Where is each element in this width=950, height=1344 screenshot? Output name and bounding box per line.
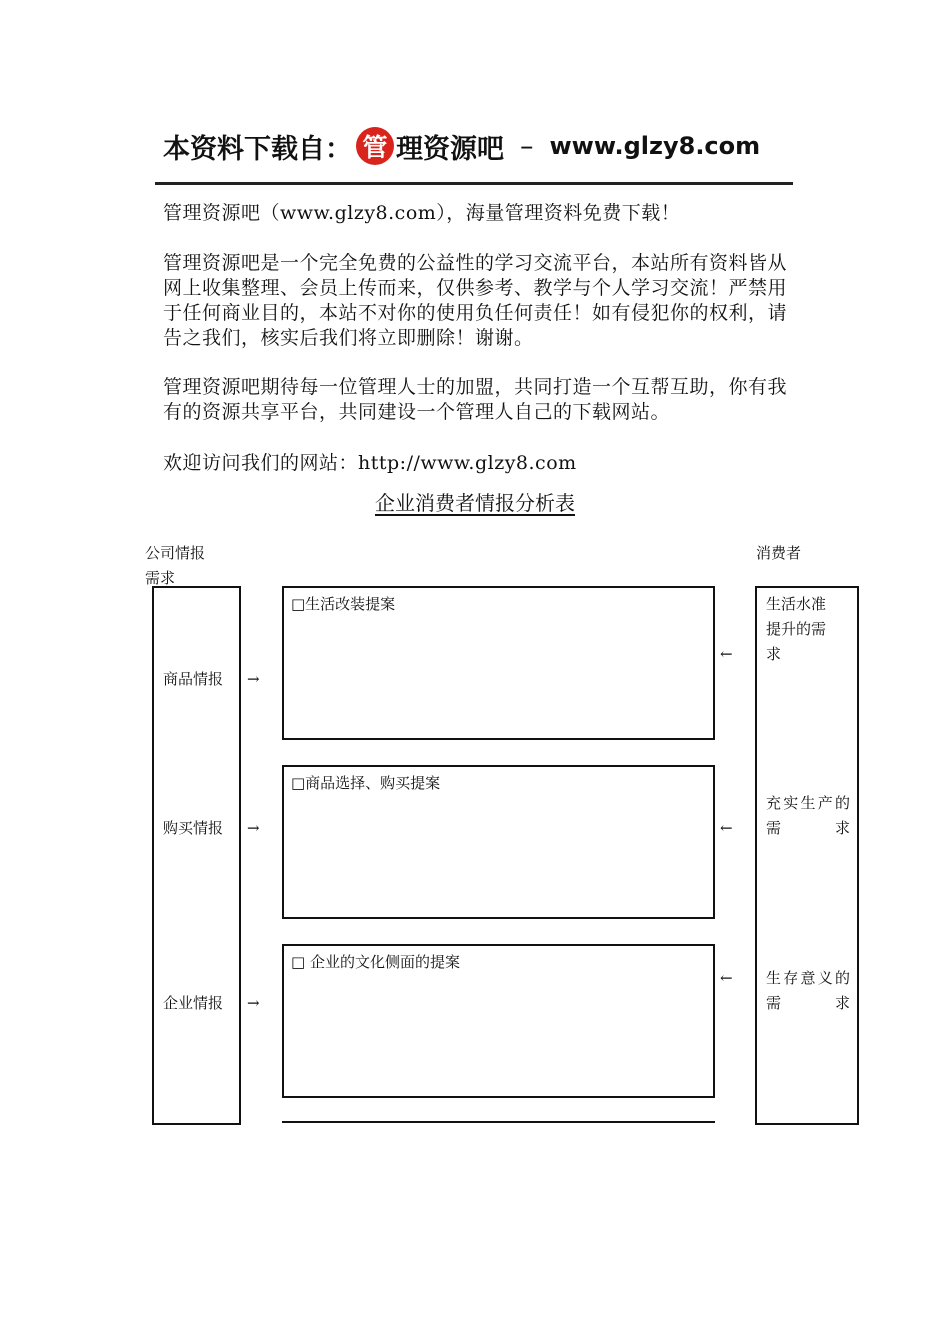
intro-invitation: 管理资源吧期待每一位管理人士的加盟，共同打造一个互帮互助，你有我有的资源共享平台，共同建设一个管理人自己的下载网站。 — [163, 376, 788, 423]
banner-prefix: 本资料下载自： — [163, 133, 352, 165]
proposal-box-lifestyle — [282, 586, 715, 740]
bottom-rule — [282, 1121, 715, 1123]
need-production: 充实生产的需求 — [766, 794, 850, 837]
left-item-enterprise-info: 企业情报 — [163, 994, 224, 1012]
left-arrow-3: ← — [720, 969, 733, 987]
right-arrow-3: → — [247, 994, 260, 1012]
intro-website: 欢迎访问我们的网站：http://www.glzy8.com — [163, 452, 577, 474]
diagram-title: 企业消费者情报分析表 — [375, 491, 575, 515]
proposal-box-purchase — [282, 765, 715, 919]
right-column-header: 消费者 — [756, 544, 802, 562]
right-arrow-2: → — [247, 819, 260, 837]
download-banner — [163, 124, 760, 168]
banner-brand: 理资源吧 — [396, 133, 504, 165]
proposal-label-culture: □ 企业的文化侧面的提案 — [291, 953, 460, 971]
banner-dash: – — [520, 130, 534, 162]
brand-logo-badge: 管 — [356, 127, 394, 165]
proposal-box-culture — [282, 944, 715, 1098]
header-divider — [155, 182, 793, 185]
proposal-label-lifestyle: □生活改装提案 — [291, 595, 396, 613]
left-arrow-1: ← — [720, 645, 733, 663]
left-item-product-info: 商品情报 — [163, 670, 224, 688]
left-arrow-2: ← — [720, 819, 733, 837]
banner-url[interactable]: www.glzy8.com — [549, 132, 761, 160]
need-living-standard: 生活水准提升的需求 — [766, 595, 827, 663]
intro-line: 管理资源吧（www.glzy8.com），海量管理资料免费下载！ — [163, 202, 681, 224]
left-item-purchase-info: 购买情报 — [163, 819, 224, 837]
intro-disclaimer: 管理资源吧是一个完全免费的公益性的学习交流平台，本站所有资料皆从网上收集整理、会员上传而来，仅供参考、教学与个人学习交流！严禁用于任何商业目的，本站不对你的使用负任何责任！如有侵犯你的权利，请告之我们，核实后我们将立即删除！谢谢。 — [163, 252, 788, 349]
need-meaning: 生存意义的需求 — [766, 969, 850, 1012]
right-arrow-1: → — [247, 670, 260, 688]
proposal-label-purchase: □商品选择、购买提案 — [291, 774, 441, 792]
left-column-header: 公司情报需求 — [145, 544, 206, 587]
